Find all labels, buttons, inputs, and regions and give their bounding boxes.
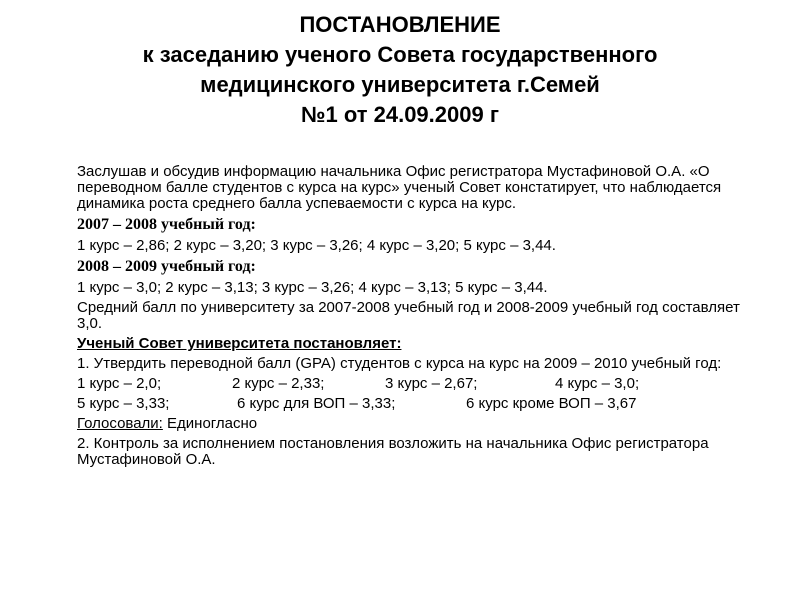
decision-item-2: 2. Контроль за исполнением постановления возложить на начальника Офис регистратора Мустафиновой О.А. bbox=[77, 435, 709, 468]
title-line-1: ПОСТАНОВЛЕНИЕ bbox=[299, 12, 501, 37]
gpa-course-3: 3 курс – 2,67; bbox=[385, 375, 478, 392]
year-2008-2009-heading: 2008 – 2009 учебный год: bbox=[77, 258, 256, 275]
year-2008-2009-values: 1 курс – 3,0; 2 курс – 3,13; 3 курс – 3,26; 4 курс – 3,13; 5 курс – 3,44. bbox=[77, 279, 548, 296]
vote-line bbox=[77, 416, 757, 432]
gpa-course-2: 2 курс – 2,33; bbox=[232, 375, 325, 392]
vote-label: Голосовали: bbox=[77, 415, 163, 432]
decision-item-1: 1. Утвердить переводной балл (GPA) студентов с курса на курс на 2009 – 2010 учебный год: bbox=[77, 355, 722, 372]
title-line-4: №1 от 24.09.2009 г bbox=[300, 102, 500, 127]
document-body bbox=[77, 164, 757, 472]
gpa-course-5: 5 курс – 3,33; bbox=[77, 395, 170, 412]
title-line-3: медицинского университета г.Семей bbox=[200, 72, 600, 97]
gpa-course-1: 1 курс – 2,0; bbox=[77, 375, 162, 392]
intro-paragraph: Заслушав и обсудив информацию начальника Офис регистратора Мустафиновой О.А. «О переводном балле студентов с курса на курс» ученый Совет констатирует, что наблюдается динамика роста среднего балла успеваемости с курса на курс. bbox=[77, 163, 722, 212]
average-score-paragraph: Средний балл по университету за 2007-2008 учебный год и 2008-2009 учебный год составляет 3,0. bbox=[77, 299, 740, 332]
year-2007-2008-values: 1 курс – 2,86; 2 курс – 3,20; 3 курс – 3,26; 4 курс – 3,20; 5 курс – 3,44. bbox=[77, 237, 556, 254]
gpa-row-1 bbox=[77, 376, 757, 392]
gpa-row-2 bbox=[77, 396, 757, 412]
document-title bbox=[0, 10, 800, 130]
council-decision-heading: Ученый Совет университета постановляет: bbox=[77, 335, 402, 352]
year-2007-2008-heading: 2007 – 2008 учебный год: bbox=[77, 216, 256, 233]
gpa-course-6-non-vop: 6 курс кроме ВОП – 3,67 bbox=[466, 395, 637, 412]
vote-value: Единогласно bbox=[162, 415, 258, 432]
gpa-course-6-vop: 6 курс для ВОП – 3,33; bbox=[237, 395, 396, 412]
title-line-2: к заседанию ученого Совета государственного bbox=[142, 42, 658, 67]
gpa-course-4: 4 курс – 3,0; bbox=[555, 375, 640, 392]
